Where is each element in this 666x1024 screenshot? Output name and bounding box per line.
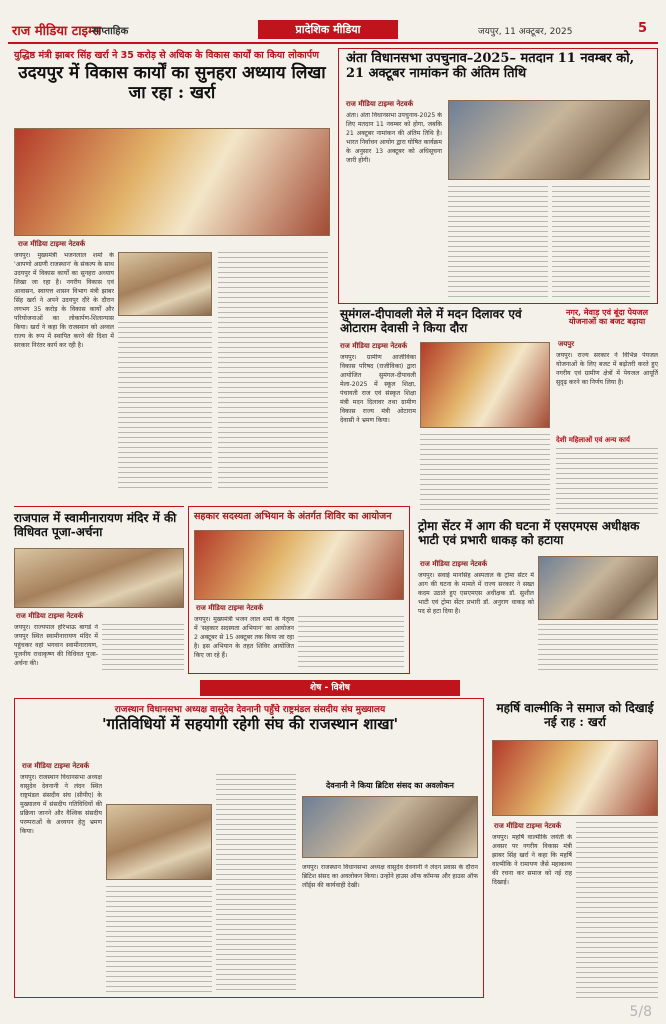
story6-column-2 <box>298 616 404 670</box>
special-section-tag: शेष - विशेष <box>200 680 460 696</box>
story4-column-2 <box>556 448 658 514</box>
story6-photo <box>194 530 404 600</box>
special-column-3 <box>216 774 296 992</box>
special-column-4 <box>302 864 478 992</box>
story4-text: जयपुर। राज्य सरकार ने विभिन्न पेयजल योजनाओं के लिए बजट में बढ़ोतरी करते हुए नगरीय एवं ग्रामीण क्षेत्रों में पेयजल आपूर्ति सुदृढ़ करने का निर्णय लिया है। <box>556 352 658 386</box>
issue-date: जयपुर, 11 अक्टूबर, 2025 <box>478 27 573 37</box>
story2-byline: राज मीडिया टाइम्स नेटवर्क <box>346 100 414 108</box>
edition-label: साप्ताहिक <box>92 26 129 37</box>
story8-column <box>492 834 572 998</box>
story4-subhead: देशी महिलाओं एवं अन्य कार्य <box>556 436 630 444</box>
section-title: प्रादेशिक मीडिया <box>258 20 398 39</box>
special-sub-text: जयपुर। राजस्थान विधानसभा अध्यक्ष वासुदेव देवनानी ने लंदन प्रवास के दौरान ब्रिटिश संसद का अवलोकन किया। उन्होंने हाउस ऑफ कॉमन्स और हाउस ऑफ लॉर्ड्स की कार्यवाही देखी। <box>302 864 478 889</box>
story7-photo <box>538 556 658 620</box>
special-sub-headline: देवनानी ने किया ब्रिटिश संसद का अवलोकन <box>326 781 454 790</box>
story8-photo <box>492 740 658 816</box>
special-photo-1 <box>106 804 212 880</box>
story1-column-2 <box>118 322 212 488</box>
story2-headline: अंता विधानसभा उपचुनाव–2025– मतदान 11 नवम्बर को, 21 अक्टूबर नामांकन की अंतिम तिथि <box>346 51 635 81</box>
story1-column-1 <box>14 252 114 488</box>
story6-headline: सहकार सदस्यता अभियान के अंतर्गत शिविर का आयोजन <box>194 511 392 522</box>
story2-text: अंता। अंता विधानसभा उपचुनाव-2025 के लिए मतदान 11 नवम्बर को होगा, जबकि 21 अक्टूबर नामांकन की अंतिम तिथि है। भारत निर्वाचन आयोग द्वारा घोषित कार्यक्रम के अनुसार 13 अक्टूबर को अधिसूचना जारी होगी। <box>346 112 442 164</box>
story1-photo-2 <box>118 252 212 316</box>
story3-photo <box>420 342 550 428</box>
story8-column-2 <box>576 822 658 998</box>
special-text: जयपुर। राजस्थान विधानसभा अध्यक्ष वासुदेव देवनानी ने लंदन स्थित राष्ट्रमंडल संसदीय संघ (सीपीए) के मुख्यालय में संसदीय गतिविधियों की प्रक्रिया जानने और वैश्विक संसदीय परम्पराओं के अध्ययन हेतु भ्रमण किया। <box>20 774 102 835</box>
story5-text: जयपुर। राज्यपाल हरिभाऊ बागडे ने जयपुर स्थित स्वामीनारायण मंदिर में पहुंचकर वहां भगवान स्वामीनारायण, पूजनीय राधाकृष्ण की विधिवत पूजा-अर्चना की। <box>14 624 98 667</box>
story1-kicker: युद्धिष्ठ मंत्री झाबर सिंह खर्रा ने 35 करोड़ से अधिक के विकास कार्यों का किया लोकार्पण <box>14 50 319 61</box>
page-counter: 5/8 <box>629 1004 652 1020</box>
story2-column-1 <box>346 112 442 298</box>
story1-byline: राज मीडिया टाइम्स नेटवर्क <box>18 240 86 248</box>
story3-byline: राज मीडिया टाइम्स नेटवर्क <box>340 342 408 350</box>
story7-column <box>418 572 534 674</box>
story2-column-3 <box>552 186 650 298</box>
story7-text: जयपुर। सवाई मानसिंह अस्पताल के ट्रोमा सेंटर में आग की घटना के मामले में राज्य सरकार ने सख्त कदम उठाते हुए एसएमएस अधीक्षक डॉ. सुशील भाटी एवं ट्रोमा सेंटर प्रभारी डॉ. अनुराग धाकड़ को पद से हटा दिया है। <box>418 572 534 615</box>
divider <box>14 506 184 507</box>
story8-headline: महर्षि वाल्मीकि ने समाज को दिखाई नई राह : खर्रा <box>496 701 654 729</box>
story1-headline: उदयपुर में विकास कार्यों का सुनहरा अध्याय लिखा जा रहा : खर्रा <box>18 63 326 103</box>
story4-column <box>556 352 658 432</box>
special-photo-2 <box>302 796 478 858</box>
story7-headline: ट्रोमा सेंटर में आग की घटना में एसएमएस अधीक्षक भाटी एवं प्रभारी धाकड़ को हटाया <box>418 519 640 547</box>
story5-column <box>14 624 98 674</box>
story5-byline: राज मीडिया टाइम्स नेटवर्क <box>16 612 84 620</box>
story7-byline: राज मीडिया टाइम्स नेटवर्क <box>420 560 488 568</box>
story2-photo <box>448 100 650 180</box>
story5-column-2 <box>102 624 184 674</box>
story3-headline: सुमंगल-दीपावली मेले में मदन दिलावर एवं ओटाराम देवासी ने किया दौरा <box>340 307 522 335</box>
story4-byline: जयपुर <box>558 340 575 348</box>
story2-column-2 <box>448 186 548 298</box>
newspaper-name: राज मीडिया टाइम्स <box>12 24 102 39</box>
story5-headline: राजपाल में स्वामीनारायण मंदिर में की विधिवत पूजा-अर्चना <box>14 511 177 539</box>
story8-text: जयपुर। महर्षि वाल्मीकि जयंती के अवसर पर नगरीय विकास मंत्री झाबर सिंह खर्रा ने कहा कि महर्षि वाल्मीकि ने रामायण जैसे महाकाव्य की रचना कर समाज को नई राह दिखाई। <box>492 834 572 886</box>
story7-column-2 <box>538 624 658 674</box>
story3-column-2 <box>420 434 550 514</box>
story6-column <box>194 616 294 670</box>
special-column-2 <box>106 886 212 992</box>
special-kicker: राजस्थान विधानसभा अध्यक्ष वासुदेव देवनानी पहुँचे राष्ट्रमंडल संसदीय संघ मुख्यालय <box>114 705 386 715</box>
story1-column-3 <box>218 252 328 488</box>
story4-headline: नगर, मेवाड़ एवं बूंदा पेयजल योजनाओं का बजट बढ़ाया <box>565 307 649 327</box>
story5-photo <box>14 548 184 608</box>
special-byline: राज मीडिया टाइम्स नेटवर्क <box>22 762 90 770</box>
story1-photo <box>14 128 330 236</box>
special-column-1 <box>20 774 102 992</box>
story6-text: जयपुर। मुख्यमंत्री भजन लाल शर्मा के नेतृत्व में 'सहकार सदस्यता अभियान' का आयोजन 2 अक्टूबर से 15 अक्टूबर तक किया जा रहा है। इस अभियान के तहत शिविर आयोजित किए जा रहे हैं। <box>194 616 294 659</box>
story1-text: जयपुर। मुख्यमंत्री भजनलाल शर्मा के 'आपणो अग्रणी राजस्थान' के संकल्प के साथ उदयपुर में विकास कार्यों का सुनहरा अध्याय लिखा जा रहा है। नगरीय विकास एवं आवासन, स्वायत्त शासन विभाग मंत्री झाबर सिंह खर्रा ने अपने उदयपुर दौरे के दौरान लगभग 35 करोड़ के विकास कार्यों और परियोजनाओं का लोकार्पण-शिलान्यास किया। खर्रा ने कहा कि राजस्थान को अव्वल राज्य के रूप में स्थापित करने की दिशा में सरकार निरंतर कार्य कर रही है। <box>14 252 114 349</box>
story3-text: जयपुर। ग्रामीण आजीविका विकास परिषद (राजीविका) द्वारा आयोजित सुमंगल-दीपावली मेला-2025 में स्कूल शिक्षा, पंचायती राज एवं संस्कृत शिक्षा मंत्री मदन दिलावर तथा ग्रामीण विकास राज्य मंत्री ओटाराम देवासी ने भ्रमण किया। <box>340 354 416 424</box>
story3-column-1 <box>340 354 416 514</box>
story6-byline: राज मीडिया टाइम्स नेटवर्क <box>196 604 264 612</box>
special-headline: 'गतिविधियों में सहयोगी रहेगी संघ की राजस्थान शाखा' <box>101 715 399 733</box>
story8-byline: राज मीडिया टाइम्स नेटवर्क <box>494 822 562 830</box>
page-number: 5 <box>638 21 648 36</box>
masthead <box>8 18 658 44</box>
